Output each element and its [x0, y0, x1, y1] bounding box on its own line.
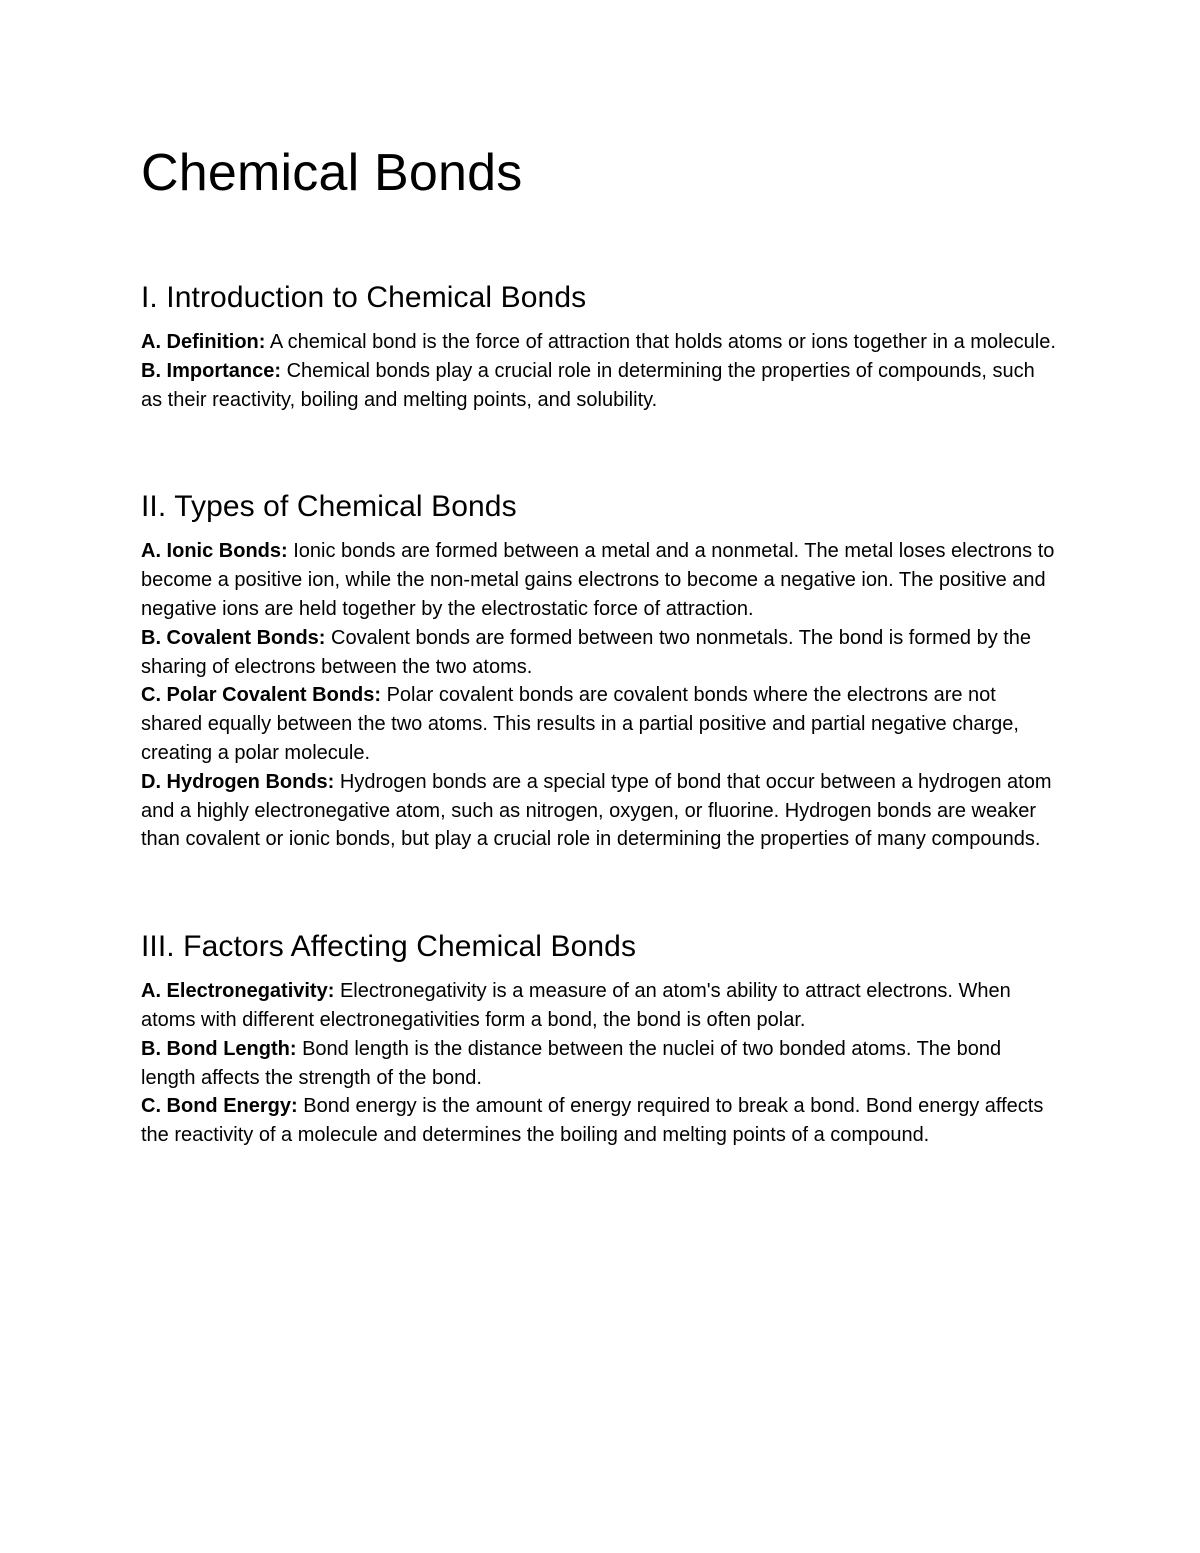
- paragraph-hydrogen-bonds: [141, 768, 1058, 854]
- item-text: Hydrogen bonds are a special type of bond that occur between a hydrogen atom and a highly electronegative atom, such as nitrogen, oxygen, or fluorine. Hydrogen bonds are weaker than covalent or ionic bonds, but play a crucial role in determining the properties of many compounds.: [141, 770, 1052, 851]
- item-text: A chemical bond is the force of attraction that holds atoms or ions together in a molecule.: [265, 331, 1056, 353]
- section-items: [141, 328, 1058, 414]
- item-label: A. Definition:: [141, 331, 266, 353]
- item-text: Electronegativity is a measure of an atom's ability to attract electrons. When atoms with different electronegativities form a bond, the bond is often polar.: [141, 980, 1011, 1031]
- item-label: A. Ionic Bonds:: [141, 540, 288, 563]
- section-items: [141, 537, 1058, 854]
- item-label: D. Hydrogen Bonds:: [141, 770, 335, 793]
- section-introduction: [141, 276, 1058, 414]
- paragraph-covalent-bonds: [141, 624, 1058, 682]
- item-label: B. Covalent Bonds:: [141, 626, 326, 649]
- item-label: C. Bond Energy:: [141, 1095, 298, 1118]
- paragraph-definition: [141, 328, 1058, 357]
- document-title: Chemical Bonds: [141, 144, 523, 202]
- item-label: B. Bond Length:: [141, 1037, 297, 1060]
- paragraph-importance: [141, 357, 1058, 415]
- item-text: Ionic bonds are formed between a metal and a nonmetal. The metal loses electrons to become a positive ion, while the non-metal gains electrons to become a negative ion. The positive and negative ions are held together by the electrostatic force of attraction.: [141, 540, 1055, 620]
- item-text: Bond length is the distance between the nuclei of two bonded atoms. The bond length affects the strength of the bond.: [141, 1037, 1002, 1089]
- section-factors: [141, 925, 1058, 1150]
- paragraph-polar-covalent-bonds: [141, 681, 1058, 767]
- paragraph-electronegativity: [141, 977, 1058, 1035]
- item-text: Bond energy is the amount of energy required to break a bond. Bond energy affects the reactivity of a molecule and determines the boiling and melting points of a compound.: [141, 1095, 1044, 1147]
- paragraph-ionic-bonds: [141, 537, 1058, 623]
- item-text: Chemical bonds play a crucial role in determining the properties of compounds, such as their reactivity, boiling and melting points, and solubility.: [141, 359, 1035, 411]
- section-items: [141, 977, 1058, 1150]
- section-heading: III. Factors Affecting Chemical Bonds: [141, 930, 637, 964]
- item-label: C. Polar Covalent Bonds:: [141, 684, 382, 707]
- section-heading: I. Introduction to Chemical Bonds: [141, 281, 587, 314]
- paragraph-bond-length: [141, 1035, 1058, 1093]
- section-heading: II. Types of Chemical Bonds: [141, 490, 517, 524]
- item-text: Covalent bonds are formed between two nonmetals. The bond is formed by the sharing of electrons between the two atoms.: [141, 626, 1032, 678]
- item-label: B. Importance:: [141, 359, 282, 382]
- item-text: Polar covalent bonds are covalent bonds where the electrons are not shared equally between the two atoms. This results in a partial positive and partial negative charge, creating a polar molecule.: [141, 684, 1019, 764]
- item-label: A. Electronegativity:: [141, 980, 335, 1003]
- paragraph-bond-energy: [141, 1092, 1058, 1150]
- section-types: [141, 485, 1058, 854]
